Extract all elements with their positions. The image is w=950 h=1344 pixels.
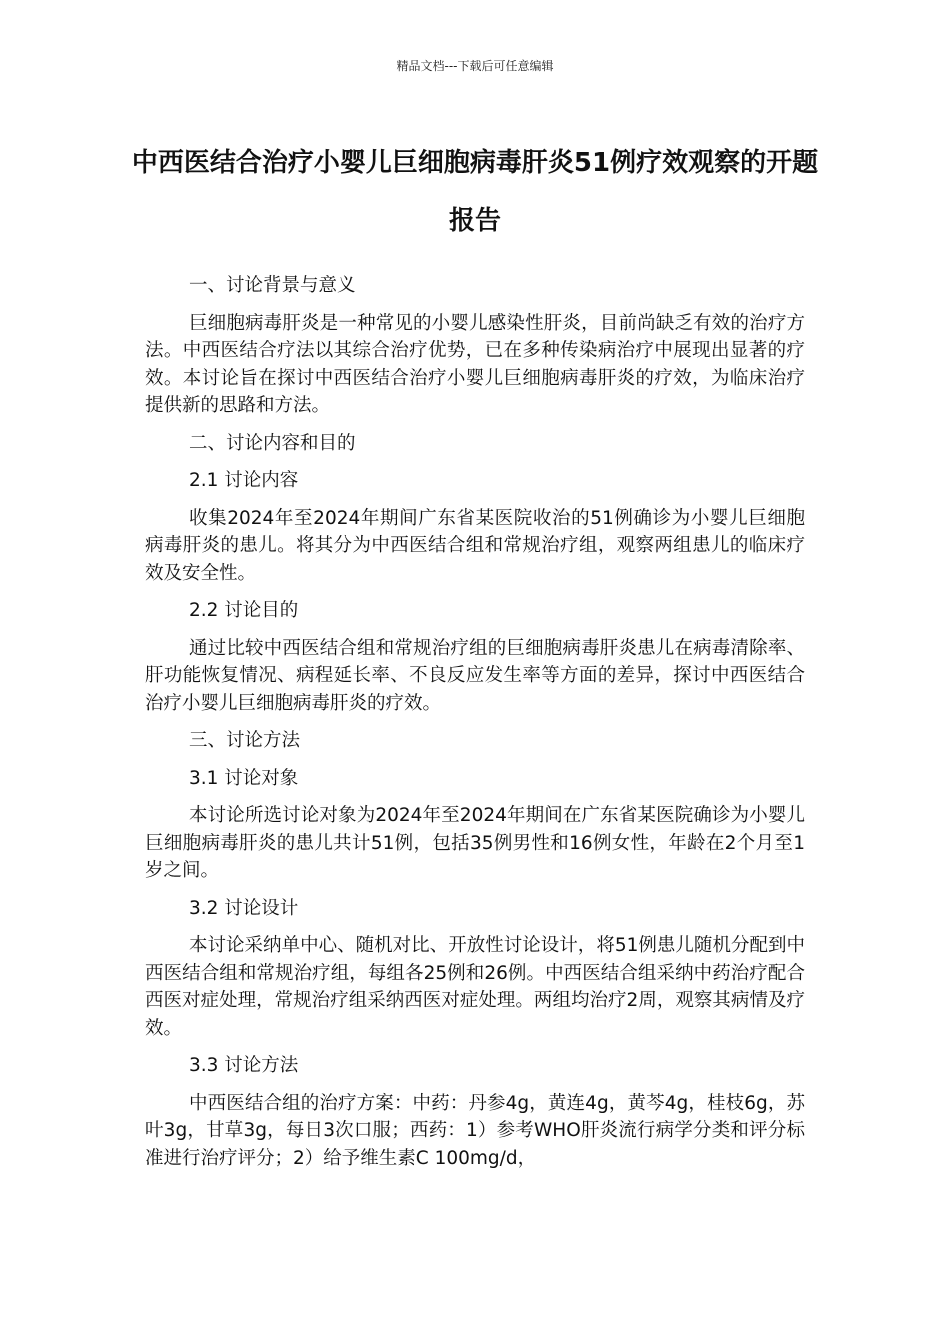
paragraph: 本讨论所选讨论对象为2024年至2024年期间在广东省某医院确诊为小婴儿巨细胞病毒肝炎的患儿共计51例，包括35例男性和16例女性，年龄在2个月至1岁之间。 <box>145 805 805 881</box>
paragraph: 通过比较中西医结合组和常规治疗组的巨细胞病毒肝炎患儿在病毒清除率、肝功能恢复情况、病程延长率、不良反应发生率等方面的差异，探讨中西医结合治疗小婴儿巨细胞病毒肝炎的疗效。 <box>145 637 805 714</box>
section-heading: 三、讨论方法 <box>189 730 301 751</box>
paragraph: 本讨论采纳单中心、随机对比、开放性讨论设计，将51例患儿随机分配到中西医结合组和常规治疗组，每组各25例和26例。中西医结合组采纳中药治疗配合西医对症处理，常规治疗组采纳西医对症处理。两组均治疗2周，观察其病情及疗效。 <box>145 935 805 1039</box>
section-heading: 二、讨论内容和目的 <box>189 432 356 454</box>
subsection-heading: 3.2 讨论设计 <box>189 897 299 919</box>
subsection-heading: 3.3 讨论方法 <box>189 1055 299 1076</box>
document-body <box>145 272 805 1182</box>
paragraph: 收集2024年至2024年期间广东省某医院收治的51例确诊为小婴儿巨细胞病毒肝炎的患儿。将其分为中西医结合组和常规治疗组，观察两组患儿的临床疗效及安全性。 <box>145 507 805 584</box>
paragraph: 巨细胞病毒肝炎是一种常见的小婴儿感染性肝炎，目前尚缺乏有效的治疗方法。中西医结合疗法以其综合治疗优势，已在多种传染病治疗中展现出显著的疗效。本讨论旨在探讨中西医结合治疗小婴儿巨细胞病毒肝炎的疗效，为临床治疗提供新的思路和方法。 <box>145 312 805 416</box>
paragraph: 中西医结合组的治疗方案：中药：丹参4g，黄连4g，黄芩4g，桂枝6g，苏叶3g，甘草3g，每日3次口服；西药：1）参考WHO肝炎流行病学分类和评分标准进行治疗评分；2）给予维生素C 100mg/d， <box>145 1092 805 1169</box>
section-heading: 一、讨论背景与意义 <box>189 275 356 296</box>
header-note: 精品文档---下载后可任意编辑 <box>396 59 554 73</box>
subsection-heading: 2.1 讨论内容 <box>189 470 299 491</box>
subsection-heading: 3.1 讨论对象 <box>189 767 299 789</box>
document-title: 中西医结合治疗小婴儿巨细胞病毒肝炎51例疗效观察的开题报告 <box>131 148 819 236</box>
subsection-heading: 2.2 讨论目的 <box>189 600 299 621</box>
